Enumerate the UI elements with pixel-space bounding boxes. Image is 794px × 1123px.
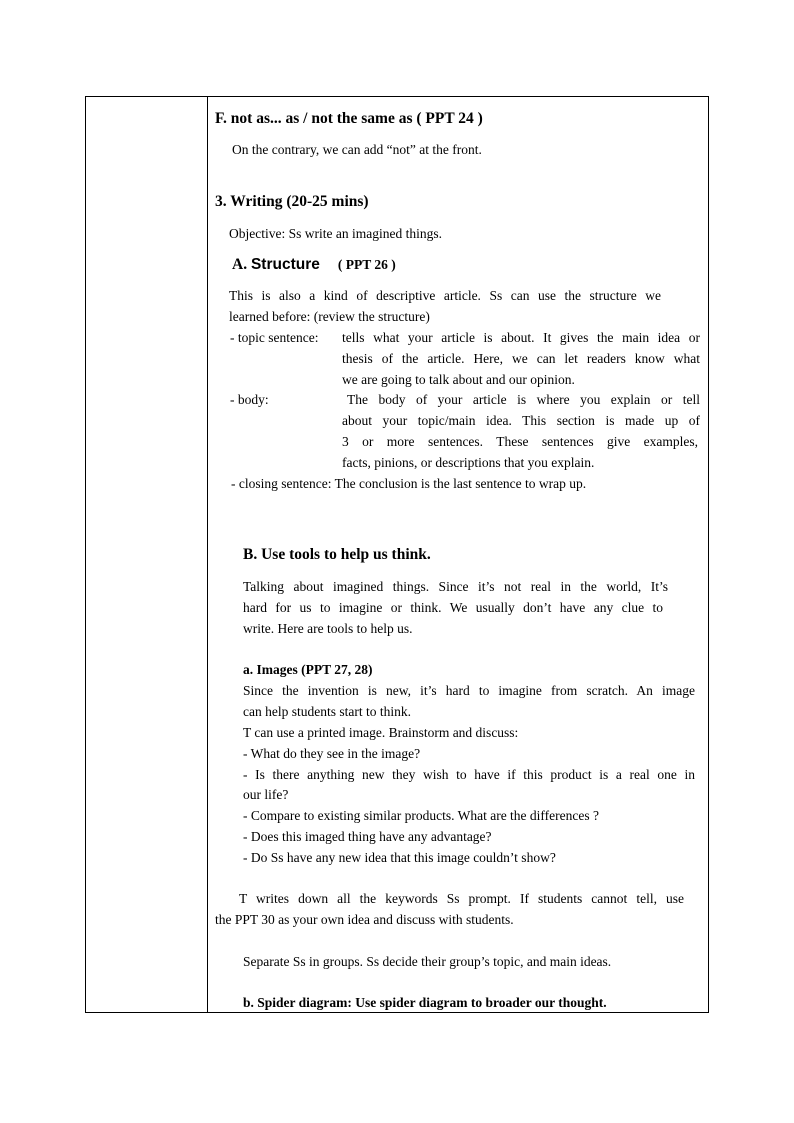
spider-diagram-heading: b. Spider diagram: Use spider diagram to broader our thought. <box>243 995 607 1010</box>
section-f-text: On the contrary, we can add “not” at the front. <box>232 142 482 157</box>
topic-sentence-label: - topic sentence: <box>230 330 319 345</box>
body-line: 3 or more sentences. These sentences give examples, <box>342 434 698 449</box>
images-line: can help students start to think. <box>243 704 411 719</box>
images-question: - Compare to existing similar products. What are the differences ? <box>243 808 600 823</box>
tools-line: write. Here are tools to help us. <box>243 621 413 636</box>
structure-intro-line: This is also a kind of descriptive article. Ss can use the structure we <box>229 288 661 303</box>
section-f-heading: F. not as... as / not the same as ( PPT 24 ) <box>215 110 483 127</box>
tools-line: Talking about imagined things. Since it’s not real in the world, It’s <box>243 579 668 594</box>
tools-line: hard for us to imagine or think. We usually don’t have any clue to <box>243 600 663 615</box>
body-line: about your topic/main idea. This section is made up of <box>342 413 700 428</box>
images-line: T can use a printed image. Brainstorm and discuss: <box>243 725 519 740</box>
images-line: Since the invention is new, it’s hard to imagine from scratch. An image <box>243 683 695 698</box>
images-question: - Do Ss have any new idea that this image couldn’t show? <box>243 850 556 865</box>
keywords-line: T writes down all the keywords Ss prompt. If students cannot tell, use <box>239 891 684 906</box>
images-heading: a. Images (PPT 27, 28) <box>243 662 373 677</box>
closing-sentence-line: - closing sentence: The conclusion is the last sentence to wrap up. <box>231 476 587 491</box>
images-question: - Does this imaged thing have any advantage? <box>243 829 492 844</box>
images-question: - What do they see in the image? <box>243 746 421 761</box>
images-question: - Is there anything new they wish to have if this product is a real one in <box>243 767 695 782</box>
body-line: facts, pinions, or descriptions that you explain. <box>342 455 595 470</box>
topic-sentence-line: thesis of the article. Here, we can let readers know what <box>342 351 700 366</box>
body-line: The body of your article is where you explain or tell <box>347 392 700 407</box>
keywords-line: the PPT 30 as your own idea and discuss with students. <box>215 912 514 927</box>
structure-heading: A. Structure ( PPT 26 ) <box>232 256 396 273</box>
body-label: - body: <box>230 392 269 407</box>
writing-heading: 3. Writing (20-25 mins) <box>215 193 369 210</box>
images-question: our life? <box>243 787 289 802</box>
topic-sentence-line: tells what your article is about. It gives the main idea or <box>342 330 700 345</box>
tools-heading: B. Use tools to help us think. <box>243 546 431 563</box>
objective-text: Objective: Ss write an imagined things. <box>229 226 442 241</box>
topic-sentence-line: we are going to talk about and our opinion. <box>342 372 575 387</box>
groups-text: Separate Ss in groups. Ss decide their group’s topic, and main ideas. <box>243 954 612 969</box>
column-divider <box>207 97 208 1012</box>
structure-intro-line: learned before: (review the structure) <box>229 309 430 324</box>
